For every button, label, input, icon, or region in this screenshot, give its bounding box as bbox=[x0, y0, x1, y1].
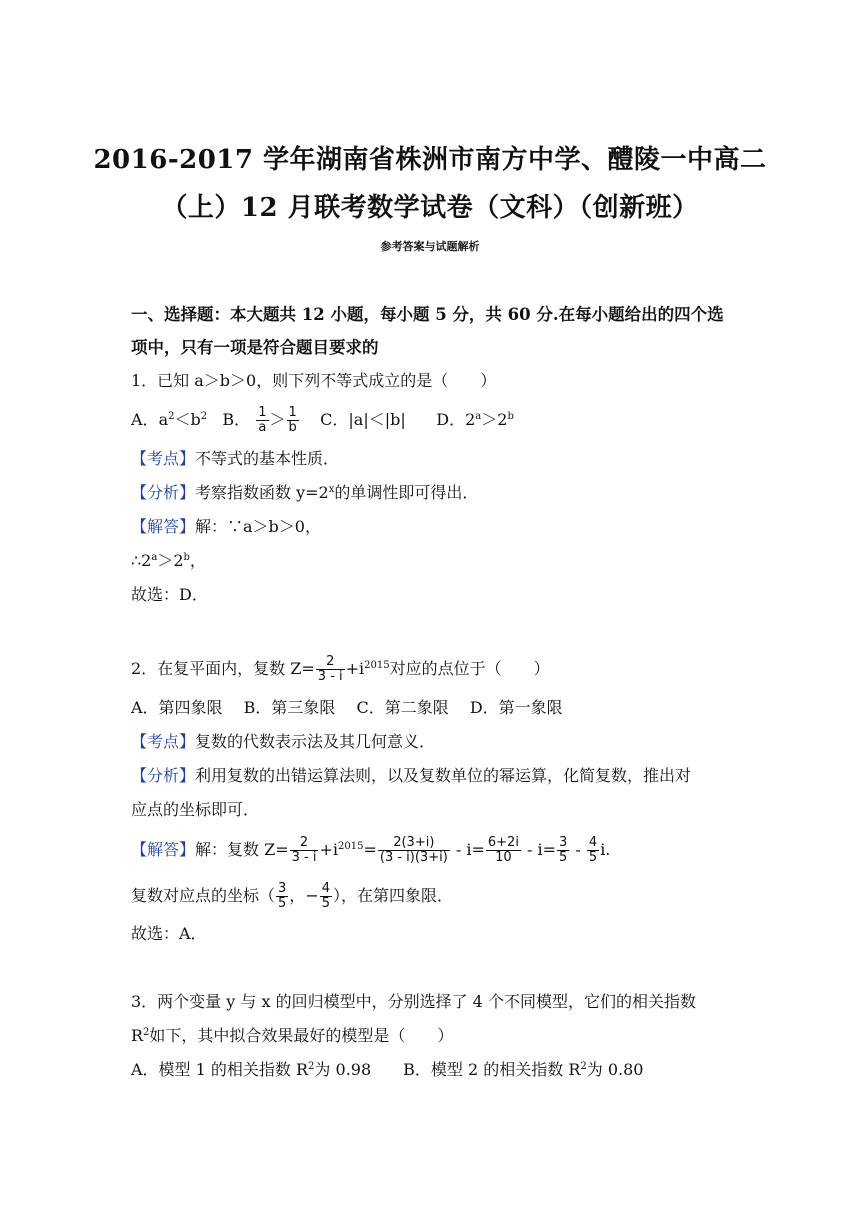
q2-coord-frac2 bbox=[320, 882, 332, 911]
q1-fenxi-exp: x bbox=[328, 484, 335, 495]
q3-optA-exp: 2 bbox=[308, 1061, 315, 1072]
jieda-tag: 【解答】 bbox=[131, 840, 196, 859]
frac-denominator: 5 bbox=[278, 896, 287, 911]
jieda-tag: 【解答】 bbox=[131, 517, 196, 536]
q1-optB-frac1 bbox=[256, 406, 268, 435]
q2-fenxi bbox=[131, 764, 741, 788]
frac-denominator: a bbox=[256, 420, 268, 435]
q3-optB-exp: 2 bbox=[580, 1061, 587, 1072]
q1-kaodian bbox=[131, 447, 741, 471]
fenxi-tag: 【分析】 bbox=[131, 483, 196, 502]
q1-optA-a: a bbox=[158, 410, 169, 429]
q2-jieda-end: i. bbox=[600, 840, 611, 859]
q2-jieda-exp: 2015 bbox=[338, 841, 364, 852]
q1-optB-label: B． bbox=[222, 410, 251, 429]
q1-kaodian-text: 不等式的基本性质． bbox=[195, 449, 340, 468]
q2-kaodian-text: 复数的代数表示法及其几何意义． bbox=[195, 732, 436, 751]
frac-denominator: 5 bbox=[321, 896, 330, 911]
q2-jieda-minus3: - bbox=[570, 840, 586, 859]
document-subtitle: 参考答案与试题解析 bbox=[380, 240, 480, 253]
fenxi-tag: 【分析】 bbox=[131, 766, 196, 785]
q3-stem-line1: 3．两个变量 y 与 x 的回归模型中，分别选择了 4 个不同模型，它们的相关指数 bbox=[131, 992, 696, 1011]
q2-coord-sep: ， bbox=[289, 886, 306, 905]
q1-optD-exp2: b bbox=[507, 411, 514, 422]
q1-fenxi bbox=[131, 481, 741, 505]
frac-denominator: (3 - i)(3+i) bbox=[379, 850, 448, 865]
q1-optC: C．|a|＜|b| bbox=[320, 410, 406, 429]
frac-denominator: 10 bbox=[486, 850, 521, 865]
q2-jieda-eq1: = bbox=[363, 840, 377, 859]
q2-jieda-minus2: - i= bbox=[521, 840, 557, 859]
q1-step2 bbox=[131, 549, 741, 573]
q2-jieda-minus1: - i= bbox=[450, 840, 485, 859]
q1-fenxi-pre: 考察指数函数 y=2 bbox=[195, 483, 329, 502]
q1-optA-label: A． bbox=[131, 410, 159, 429]
q2-kaodian bbox=[131, 730, 741, 754]
q2-options: A．第四象限 B．第三象限 C．第二象限 D．第一象限 bbox=[131, 698, 563, 717]
q1-optD-label: D．2 bbox=[436, 410, 476, 429]
frac-denominator: b bbox=[287, 420, 299, 435]
q2-jieda bbox=[131, 836, 741, 865]
frac-numerator: 4 bbox=[588, 835, 598, 850]
q1-step2-exp1: a bbox=[151, 552, 158, 563]
q2-stem-exp: 2015 bbox=[364, 660, 390, 671]
kaodian-tag: 【考点】 bbox=[131, 449, 196, 468]
q2-coord bbox=[131, 882, 741, 911]
q1-stem: 1．已知 a＞b＞0，则下列不等式成立的是（ ） bbox=[131, 371, 497, 390]
q2-jieda-frac5 bbox=[587, 836, 599, 865]
q1-optB-frac2 bbox=[287, 406, 299, 435]
q3-stem-post: 如下，其中拟合效果最好的模型是（ ） bbox=[149, 1026, 454, 1045]
q1-optD-gt: ＞2 bbox=[481, 410, 508, 429]
q2-stem-plus: +i bbox=[345, 659, 365, 678]
q2-jieda-frac4 bbox=[557, 836, 569, 865]
q2-jieda-pre: 解：复数 Z= bbox=[195, 840, 289, 859]
q2-coord-frac1 bbox=[276, 882, 288, 911]
q1-optA-lt: ＜b bbox=[174, 410, 201, 429]
frac-numerator: 1 bbox=[288, 405, 297, 420]
section-heading-line1: 一、选择题：本大题共 12 小题，每小题 5 分，共 60 分.在每小题给出的四个选 bbox=[131, 305, 724, 324]
q1-step2-exp2: b bbox=[183, 552, 190, 563]
q2-coord-post: ），在第四象限． bbox=[333, 886, 454, 905]
q3-options bbox=[131, 1058, 741, 1082]
q1-optD-exp1: a bbox=[475, 411, 482, 422]
frac-denominator: 3 - i bbox=[317, 669, 343, 684]
q1-optA-exp2: 2 bbox=[200, 411, 208, 422]
frac-numerator: 2(3+i) bbox=[393, 835, 435, 850]
q1-answer: 故选：D． bbox=[131, 585, 208, 604]
q2-stem bbox=[131, 655, 741, 684]
q2-coord-pre: 复数对应点的坐标（ bbox=[131, 886, 276, 905]
q3-stem-line2 bbox=[131, 1024, 741, 1048]
q1-step2-mid: ＞2 bbox=[157, 551, 184, 570]
q2-jieda-frac1 bbox=[290, 836, 319, 865]
q3-stem-r: R bbox=[131, 1026, 144, 1045]
document-title-line2: （上）12 月联考数学试卷（文科）（创新班） bbox=[161, 193, 699, 223]
q3-optB-post: 为 0.80 bbox=[586, 1060, 644, 1079]
q3-optA-post: 为 0.98 B．模型 2 的相关指数 R bbox=[314, 1060, 581, 1079]
frac-numerator: 3 bbox=[278, 881, 287, 896]
q3-optA-pre: A．模型 1 的相关指数 R bbox=[131, 1060, 309, 1079]
frac-numerator: 2 bbox=[326, 654, 335, 669]
q1-step2-post: ， bbox=[189, 551, 206, 570]
q2-jieda-frac3 bbox=[486, 836, 521, 865]
q2-jieda-frac2 bbox=[378, 836, 450, 865]
frac-numerator: 6+2i bbox=[487, 835, 519, 850]
q1-options bbox=[131, 406, 741, 435]
q1-step2-pre: ∴2 bbox=[131, 551, 152, 570]
q2-answer: 故选：A． bbox=[131, 924, 207, 943]
frac-denominator: 5 bbox=[559, 850, 568, 865]
q1-jieda-text: 解：∵a＞b＞0， bbox=[195, 517, 321, 536]
frac-denominator: 3 - i bbox=[291, 850, 317, 865]
frac-numerator: 3 bbox=[559, 835, 568, 850]
frac-numerator: 2 bbox=[299, 835, 309, 850]
frac-numerator: 1 bbox=[258, 405, 267, 420]
section-heading-line2: 项中，只有一项是符合题目要求的 bbox=[131, 338, 379, 357]
q1-optA-exp1: 2 bbox=[168, 411, 175, 422]
q2-fenxi-line1: 利用复数的出错运算法则，以及复数单位的幂运算，化简复数，推出对 bbox=[195, 766, 692, 785]
q2-fenxi-line2: 应点的坐标即可． bbox=[131, 800, 260, 819]
document-title-line1: 2016-2017 学年湖南省株洲市南方中学、醴陵一中高二 bbox=[93, 145, 767, 175]
q2-stem-pre: 2．在复平面内，复数 Z= bbox=[131, 659, 315, 678]
q2-stem-post: 对应的点位于（ ） bbox=[389, 659, 550, 678]
q2-jieda-plus: +i bbox=[319, 840, 339, 859]
frac-numerator: 4 bbox=[321, 881, 330, 896]
q2-coord-neg: − bbox=[305, 886, 319, 905]
q1-optB-gt: ＞ bbox=[269, 410, 286, 429]
q2-stem-frac bbox=[316, 655, 345, 684]
frac-denominator: 5 bbox=[588, 850, 598, 865]
q1-fenxi-post: 的单调性即可得出． bbox=[334, 483, 479, 502]
q3-stem-exp: 2 bbox=[143, 1027, 150, 1038]
q1-jieda bbox=[131, 515, 741, 539]
kaodian-tag: 【考点】 bbox=[131, 732, 196, 751]
